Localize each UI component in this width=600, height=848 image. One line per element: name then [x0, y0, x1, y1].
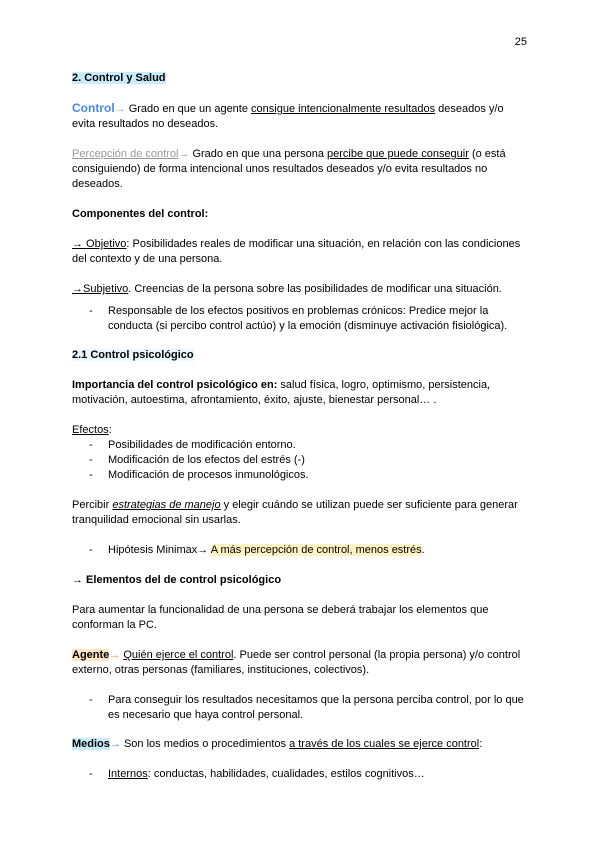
section-title: 2. Control y Salud [72, 72, 166, 84]
minimax-bullet [72, 543, 527, 558]
minimax-highlight: A más percepción de control, menos estrés [210, 544, 422, 556]
bullet-dash: - [89, 454, 93, 466]
perception-definition [72, 147, 527, 192]
bullet-dash: - [89, 768, 93, 780]
agent-term: Agente [72, 649, 110, 661]
effects-item [72, 453, 527, 468]
perception-text-before: Grado en que una persona [189, 148, 328, 160]
means-bullet-body: : conductas, habilidades, cualidades, estilos cognitivos… [147, 768, 425, 780]
strategies-emph: estrategias de manejo [112, 499, 221, 511]
means-underlined: a través de los cuales se ejerce control [289, 738, 480, 750]
document-body [72, 71, 527, 782]
means-arrow: → [109, 738, 121, 750]
perception-text-after: (o está consiguiendo) de forma intencional unos resultados deseados y/o evita resultados no deseados. [72, 148, 506, 190]
subjective-bullet [72, 304, 527, 334]
strategies-after: y elegir cuándo se utilizan puede ser suficiente para generar tranquilidad emocional sin usarlas. [72, 499, 518, 526]
means-bullet [72, 767, 527, 782]
agent-arrow: → [109, 649, 124, 661]
strategies-before: Percibir [72, 499, 113, 511]
agent-bullet-text: Para conseguir los resultados necesitamos que la persona perciba control, por lo que es necesario que haya control personal. [108, 694, 524, 721]
subjective-paragraph [72, 282, 527, 297]
subjective-label: →Subjetivo [72, 283, 129, 295]
perception-arrow: → [178, 148, 190, 160]
means-term: Medios [72, 738, 110, 750]
effects-label: Efectos [72, 424, 109, 436]
subjective-bullet-text: Responsable de los efectos positivos en problemas crónicos: Predice mejor la conducta (si percibo control actúo) y la emoción (disminuye activación fisiológica). [108, 305, 508, 332]
elements-heading: → Elementos del de control psicológico [72, 574, 282, 586]
means-text-after: : [479, 738, 483, 750]
means-bullet-text [108, 767, 527, 782]
means-bullet-label: Internos [108, 768, 148, 780]
bullet-dash: - [89, 544, 93, 556]
control-text-before: Grado en que un agente [125, 103, 252, 115]
control-definition [72, 101, 527, 132]
minimax-label: Hipótesis Minimax→ [108, 544, 211, 556]
effects-item [72, 468, 527, 483]
section-heading [72, 71, 527, 86]
objective-label: → Objetivo [72, 238, 127, 250]
page-number: 25 [514, 36, 527, 48]
bullet-dash: - [89, 305, 93, 317]
effects-colon: : [108, 424, 112, 436]
importance-label: Importancia del control psicológico en: [72, 379, 278, 391]
agent-text: . Puede ser control personal (la propia persona) y/o control externo, otras personas (familiares, instituciones, colectivos). [72, 649, 521, 676]
effects-item [72, 438, 527, 453]
perception-term: Percepción de control [72, 148, 179, 160]
minimax-end: . [421, 544, 425, 556]
means-text-before: Son los medios o procedimientos [120, 738, 290, 750]
agent-underlined: Quién ejerce el control [123, 649, 234, 661]
importance-paragraph [72, 378, 527, 408]
effects-item-text: Modificación de los efectos del estrés (-) [108, 454, 305, 466]
subsection-title: 2.1 Control psicológico [72, 349, 194, 361]
importance-text: salud física, logro, optimismo, persistencia, motivación, autoestima, afrontamiento, éxito, ajuste, bienestar personal… . [72, 379, 491, 406]
agent-paragraph [72, 648, 527, 678]
objective-text: : Posibilidades reales de modificar una situación, en relación con las condiciones del contexto y de una persona. [72, 238, 521, 265]
bullet-dash: - [89, 694, 93, 706]
strategies-paragraph [72, 498, 527, 528]
subjective-text: . Creencias de la persona sobre las posibilidades de modificar una situación. [128, 283, 502, 295]
components-heading: Componentes del control: [72, 208, 209, 220]
control-text-after: deseados y/o evita resultados no deseados. [72, 103, 504, 130]
objective-paragraph [72, 237, 527, 267]
bullet-dash: - [89, 439, 93, 451]
means-paragraph [72, 737, 527, 752]
perception-underlined: percibe que puede conseguir [327, 148, 469, 160]
bullet-dash: - [89, 469, 93, 481]
control-term: Control [72, 101, 115, 115]
effects-item-text: Modificación de procesos inmunológicos. [108, 469, 309, 481]
agent-bullet [72, 693, 527, 723]
minimax-text [108, 543, 527, 558]
subsection-heading [72, 348, 527, 363]
control-underlined: consigue intencionalmente resultados [251, 103, 436, 115]
elements-intro: Para aumentar la funcionalidad de una persona se deberá trabajar los elementos que conforman la PC. [72, 604, 489, 631]
control-arrow: → [114, 103, 126, 115]
effects-heading [72, 423, 527, 438]
effects-item-text: Posibilidades de modificación entorno. [108, 439, 296, 451]
